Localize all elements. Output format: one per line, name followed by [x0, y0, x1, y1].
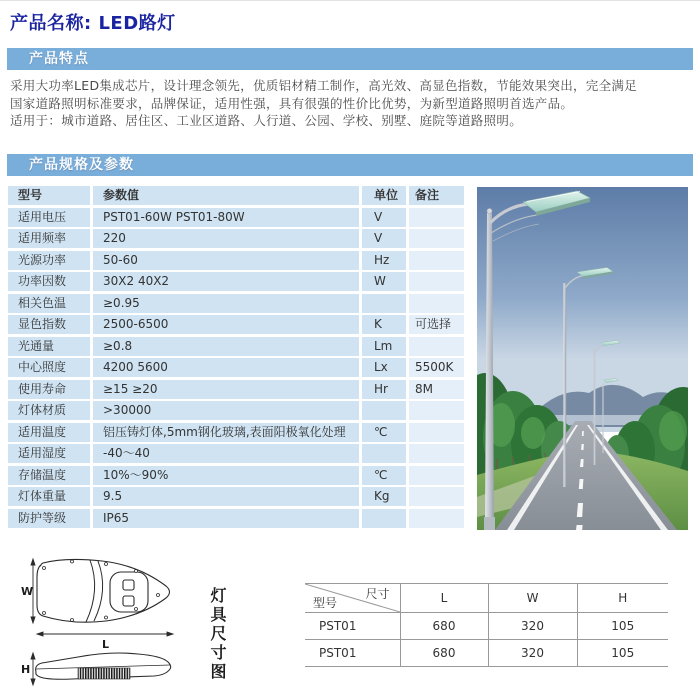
- spec-cell-label: 适用湿度: [8, 444, 90, 463]
- spec-cell-label: 防护等级: [8, 509, 90, 528]
- dim-cell-h: 105: [577, 640, 668, 667]
- spec-table: [8, 186, 464, 528]
- spec-cell-value: 4200 5600: [93, 358, 359, 377]
- spec-cell-label: 功率因数: [8, 272, 90, 291]
- heatsink-fins: [78, 668, 130, 679]
- spec-cell-note: [409, 401, 464, 420]
- spec-cell-note: [409, 487, 464, 506]
- spec-cell-note: [409, 272, 464, 291]
- spec-cell-note: [409, 229, 464, 248]
- corner-label-model: 型号: [313, 596, 338, 610]
- spec-header-model: 型号: [8, 186, 90, 205]
- spec-cell-value: 30X2 40X2: [93, 272, 359, 291]
- spec-cell-label: 灯体材质: [8, 401, 90, 420]
- spec-cell-value: ≥0.8: [93, 337, 359, 356]
- dim-table-corner-cell: [305, 584, 400, 613]
- spec-cell-unit: V: [362, 229, 406, 248]
- dim-col-w: W: [488, 584, 577, 613]
- spec-cell-unit: ℃: [362, 466, 406, 485]
- spec-cell-unit: W: [362, 272, 406, 291]
- spec-cell-note: [409, 251, 464, 270]
- spec-header-note: 备注: [409, 186, 464, 205]
- feature-line: 国家道路照明标准要求，品牌保证，适用性强，具有很强的性价比优势，为新型道路照明首选产品。: [10, 95, 574, 111]
- spec-cell-value: PST01-60W PST01-80W: [93, 208, 359, 227]
- spec-cell-value: 220: [93, 229, 359, 248]
- section-header-features: 产品特点: [7, 48, 693, 70]
- spec-cell-note: [409, 337, 464, 356]
- spec-header-value: 参数值: [93, 186, 359, 205]
- spec-cell-label: 相关色温: [8, 294, 90, 313]
- corner-label-size: 尺寸: [365, 587, 390, 601]
- spec-cell-note: 8M: [409, 380, 464, 399]
- spec-cell-note: [409, 466, 464, 485]
- spec-cell-label: 光源功率: [8, 251, 90, 270]
- spec-cell-label: 灯体重量: [8, 487, 90, 506]
- dim-cell-l: 680: [400, 613, 488, 640]
- feature-paragraph: [10, 77, 680, 130]
- feature-line: 采用大功率LED集成芯片，设计理念领先，优质铝材精工制作，高光效、高显色指数，节能效果突出，完全满足: [10, 78, 637, 93]
- w-label: W: [21, 585, 34, 598]
- dim-cell-model: PST01: [305, 640, 400, 667]
- spec-cell-value: IP65: [93, 509, 359, 528]
- dim-table-row: [305, 613, 668, 640]
- spec-cell-note: [409, 423, 464, 442]
- spec-cell-unit: [362, 444, 406, 463]
- spec-cell-unit: Hr: [362, 380, 406, 399]
- spec-cell-label: 适用电压: [8, 208, 90, 227]
- dim-cell-model: PST01: [305, 613, 400, 640]
- spec-cell-note: [409, 444, 464, 463]
- spec-cell-unit: K: [362, 315, 406, 334]
- page-title: 产品名称: LED路灯: [10, 13, 176, 34]
- spec-cell-unit: Hz: [362, 251, 406, 270]
- spec-cell-unit: [362, 401, 406, 420]
- spec-cell-label: 使用寿命: [8, 380, 90, 399]
- lamp-top-view-outline: [37, 559, 170, 622]
- spec-cell-value: 9.5: [93, 487, 359, 506]
- dim-cell-h: 105: [577, 613, 668, 640]
- l-label: L: [102, 638, 110, 651]
- spec-cell-label: 适用温度: [8, 423, 90, 442]
- spec-cell-note: [409, 509, 464, 528]
- spec-cell-unit: ℃: [362, 423, 406, 442]
- h-dimension-arrow: [31, 653, 35, 685]
- spec-cell-unit: V: [362, 208, 406, 227]
- spec-cell-unit: Lm: [362, 337, 406, 356]
- spec-cell-value: ≥0.95: [93, 294, 359, 313]
- spec-cell-value: 50-60: [93, 251, 359, 270]
- spec-cell-label: 中心照度: [8, 358, 90, 377]
- dim-cell-l: 680: [400, 640, 488, 667]
- spec-cell-value: ≥15 ≥20: [93, 380, 359, 399]
- spec-cell-note: 5500K: [409, 358, 464, 377]
- dim-col-l: L: [400, 584, 488, 613]
- section-header-specs: 产品规格及参数: [7, 154, 693, 176]
- spec-cell-note: [409, 294, 464, 313]
- spec-cell-note: [409, 208, 464, 227]
- h-label: H: [21, 663, 31, 676]
- spec-cell-value: 2500-6500: [93, 315, 359, 334]
- l-dimension-arrow: [37, 632, 173, 636]
- spec-cell-unit: [362, 294, 406, 313]
- spec-cell-unit: Kg: [362, 487, 406, 506]
- spec-cell-label: 适用频率: [8, 229, 90, 248]
- dim-cell-w: 320: [488, 613, 577, 640]
- spec-header-unit: 单位: [362, 186, 406, 205]
- dim-table-row: [305, 640, 668, 667]
- dim-col-h: H: [577, 584, 668, 613]
- road-scene-photo: [477, 187, 688, 530]
- feature-line: 适用于：城市道路、居住区、工业区道路、人行道、公园、学校、别墅、庭院等道路照明。: [10, 113, 523, 128]
- spec-cell-value: -40～40: [93, 444, 359, 463]
- spec-cell-unit: [362, 509, 406, 528]
- spec-cell-value: 10%～90%: [93, 466, 359, 485]
- spec-cell-label: 光通量: [8, 337, 90, 356]
- dimension-diagram-caption: 灯具尺寸图: [208, 587, 227, 682]
- spec-cell-label: 存储温度: [8, 466, 90, 485]
- lamp-dimension-drawing: [20, 557, 190, 691]
- dimension-table: [305, 583, 668, 667]
- spec-cell-note: 可选择: [409, 315, 464, 334]
- spec-cell-value: 铝压铸灯体,5mm钢化玻璃,表面阳极氧化处理: [93, 423, 359, 442]
- dim-cell-w: 320: [488, 640, 577, 667]
- spec-cell-unit: Lx: [362, 358, 406, 377]
- spec-cell-label: 显色指数: [8, 315, 90, 334]
- spec-cell-value: >30000: [93, 401, 359, 420]
